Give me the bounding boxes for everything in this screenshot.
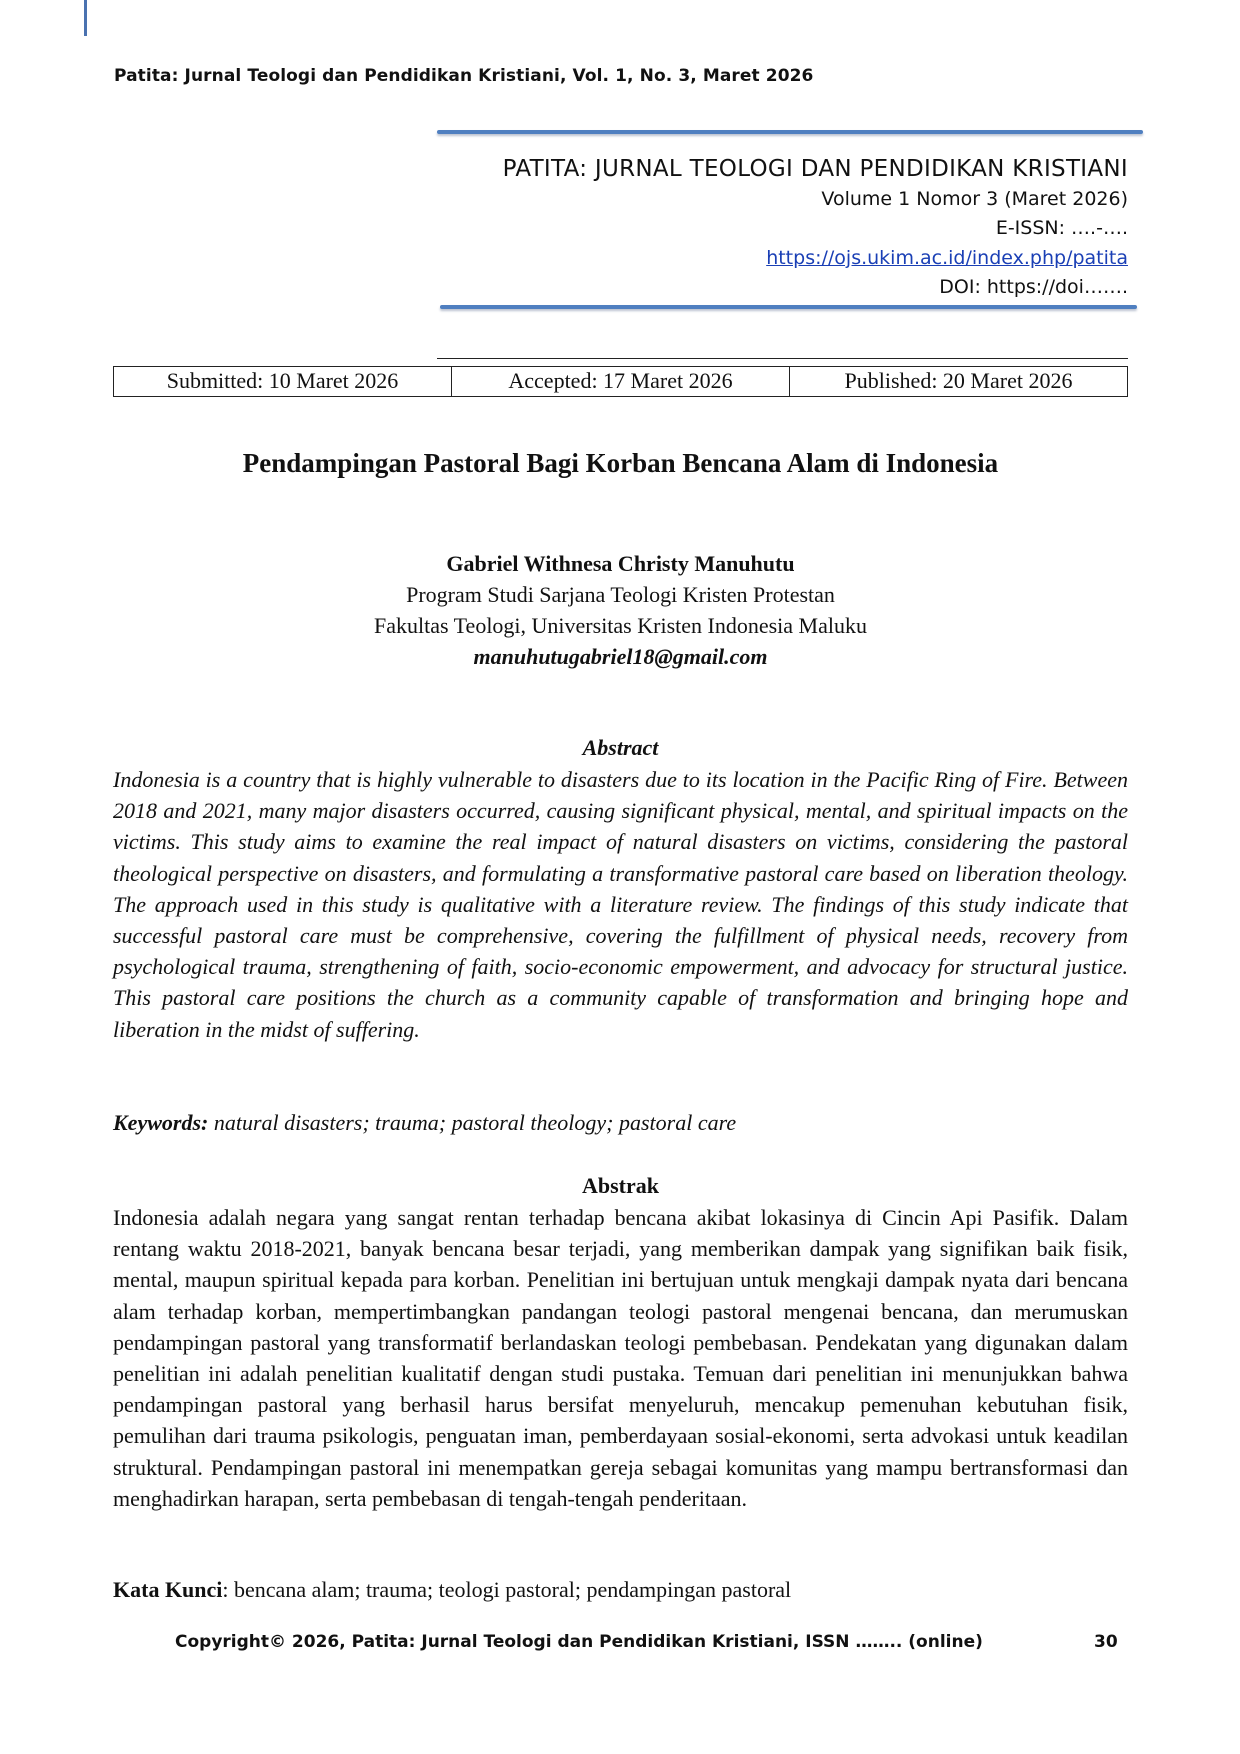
abstract-id-heading: Abstrak bbox=[581, 1173, 659, 1198]
keywords-en-values: natural disasters; trauma; pastoral theology; pastoral care bbox=[208, 1110, 737, 1135]
submission-dates-table bbox=[113, 366, 1128, 397]
article-title: Pendampingan Pastoral Bagi Korban Bencana Alam di Indonesia bbox=[242, 448, 999, 478]
divider-line bbox=[437, 358, 1128, 359]
published-date: Published: 20 Maret 2026 bbox=[790, 367, 1128, 397]
masthead-bottom-rule bbox=[440, 305, 1137, 309]
author-faculty: Fakultas Teologi, Universitas Kristen Indonesia Maluku bbox=[374, 613, 867, 638]
journal-doi: DOI: https://doi……. bbox=[939, 276, 1128, 298]
journal-url-link[interactable]: https://ojs.ukim.ac.id/index.php/patita bbox=[766, 247, 1128, 269]
margin-marker bbox=[84, 0, 87, 36]
abstract-id-text: Indonesia adalah negara yang sangat rentan terhadap bencana akibat lokasinya di Cincin Api Pasifik. Dalam rentang waktu 2018-2021, banyak bencana besar terjadi, yang memberikan dampak yang signifikan baik fisik, mental, maupun spiritual kepada para korban. Penelitian ini bertujuan untuk mengkaji dampak nyata dari bencana alam terhadap korban, mempertimbangkan pandangan teologi pastoral mengenai bencana, dan merumuskan pendampingan pastoral yang transformatif berlandaskan teologi pembebasan. Pendekatan yang digunakan dalam penelitian ini adalah penelitian kualitatif dengan studi pustaka. Temuan dari penelitian ini menunjukkan bahwa pendampingan pastoral yang berhasil harus bersifat menyeluruh, mencakup pemenuhan kebutuhan fisik, pemulihan dari trauma psikologis, penguatan iman, pemberdayaan sosial-ekonomi, serta advokasi untuk keadilan struktural. Pendampingan pastoral ini menempatkan gereja sebagai komunitas yang mampu bertransformasi dan menghadirkan harapan, serta pembebasan di tengah-tengah penderitaan. bbox=[113, 1205, 1128, 1511]
keywords-en-label: Keywords: bbox=[113, 1110, 209, 1135]
journal-eissn: E-ISSN: ….-…. bbox=[995, 217, 1128, 239]
submitted-date: Submitted: 10 Maret 2026 bbox=[114, 367, 452, 397]
keywords-id bbox=[113, 1577, 1128, 1603]
running-header: Patita: Jurnal Teologi dan Pendidikan Kristiani, Vol. 1, No. 3, Maret 2026 bbox=[114, 66, 814, 86]
page-number: 30 bbox=[1094, 1632, 1118, 1652]
keywords-en bbox=[113, 1110, 1128, 1136]
author-block bbox=[113, 548, 1128, 672]
accepted-date: Accepted: 17 Maret 2026 bbox=[452, 367, 790, 397]
keywords-id-label: Kata Kunci bbox=[113, 1577, 223, 1602]
author-email: manuhutugabriel18@gmail.com bbox=[473, 644, 768, 669]
footer-copyright: Copyright© 2026, Patita: Jurnal Teologi dan Pendidikan Kristiani, ISSN …….. (online) bbox=[175, 1632, 983, 1652]
author-program: Program Studi Sarjana Teologi Kristen Protestan bbox=[406, 582, 835, 607]
journal-name: PATITA: JURNAL TEOLOGI DAN PENDIDIKAN KRISTIANI bbox=[502, 156, 1128, 182]
abstract-en-text: Indonesia is a country that is highly vulnerable to disasters due to its location in the Pacific Ring of Fire. Between 2018 and 2021, many major disasters occurred, causing significant physical, mental, and spiritual impacts on the victims. This study aims to examine the real impact of natural disasters on victims, considering the pastoral theological perspective on disasters, and formulating a transformative pastoral care based on liberation theology. The approach used in this study is qualitative with a literature review. The findings of this study indicate that successful pastoral care must be comprehensive, covering the fulfillment of physical needs, recovery from psychological trauma, strengthening of faith, socio-economic empowerment, and advocacy for structural justice. This pastoral care positions the church as a community capable of transformation and bringing hope and liberation in the midst of suffering. bbox=[113, 767, 1128, 1042]
keywords-id-values: : bencana alam; trauma; teologi pastoral; pendampingan pastoral bbox=[222, 1577, 792, 1602]
masthead-top-rule bbox=[437, 130, 1143, 134]
journal-volume: Volume 1 Nomor 3 (Maret 2026) bbox=[821, 188, 1128, 210]
abstract-en-heading: Abstract bbox=[582, 735, 659, 760]
author-name: Gabriel Withnesa Christy Manuhutu bbox=[446, 551, 795, 576]
